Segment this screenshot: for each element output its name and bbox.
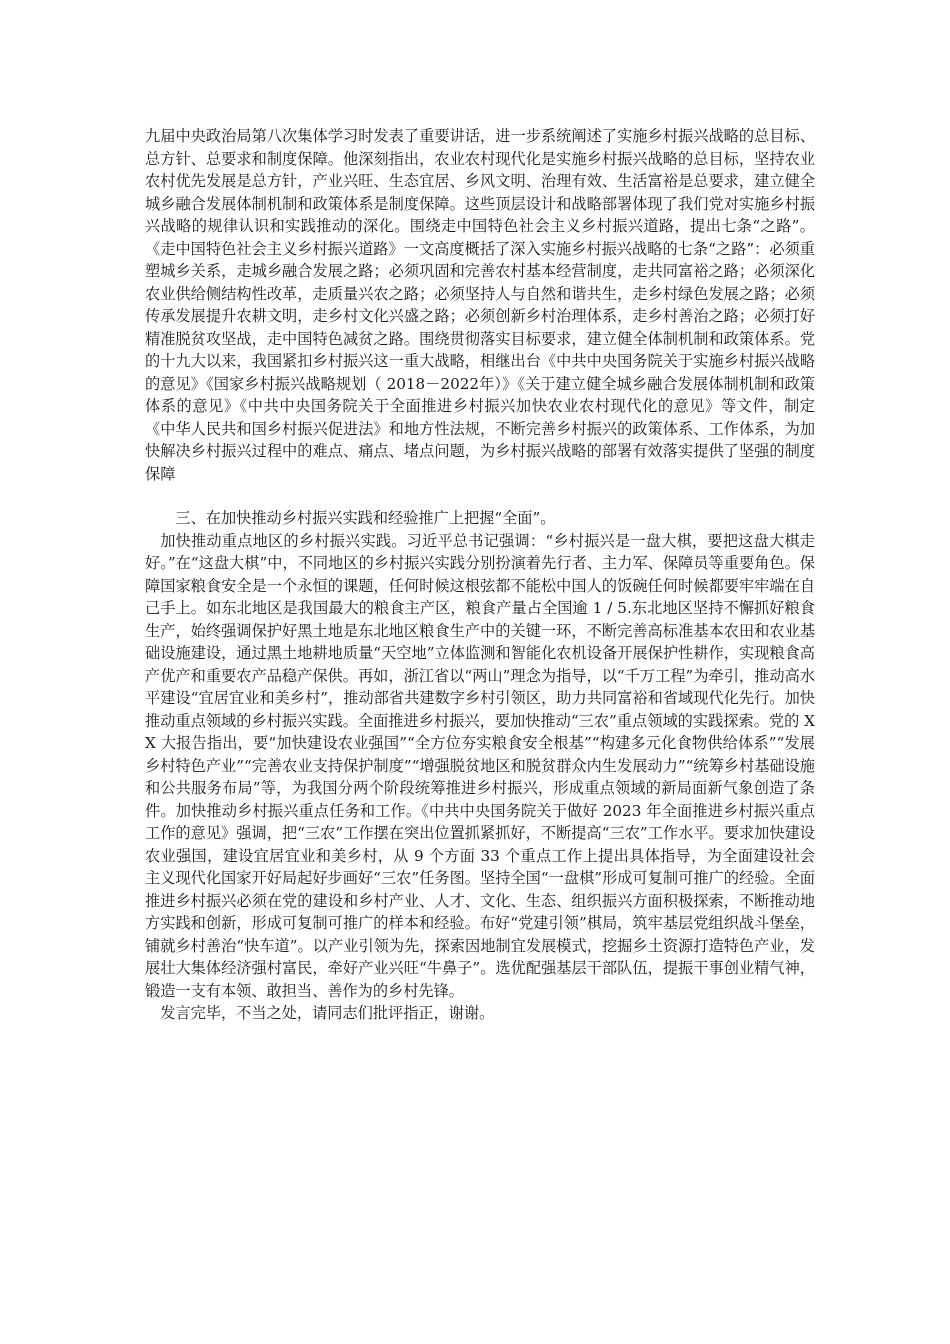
paragraph-practice-promotion: 加快推动重点地区的乡村振兴实践。习近平总书记强调：“乡村振兴是一盘大棋，要把这盘大棋走好。”在“这盘大棋”中，不同地区的乡村振兴实践分别扮演着先行者、主力军、保障员等重要角色。保障国家粮食安全是一个永恒的课题，任何时候这根弦都不能松中国人的饭碗任何时候都要牢牢端在自己手上。如东北地区是我国最大的粮食主产区，粮食产量占全国逾 1 / 5.东北地区坚持不懈抓好粮食生产，始终强调保护好黑土地是东北地区粮食生产中的关键一环，不断完善高标准基本农田和农业基础设施建设，通过黑土地耕地质量“天空地”立体监测和智能化农机设备开展保护性耕作，实现粮食高产优产和重要农产品稳产保供。再如，浙江省以“两山”理念为指导，以“千万工程”为牵引，推动高水平建设“宜居宜业和美乡村”，推动部省共建数字乡村引领区，助力共同富裕和省域现代化先行。加快推动重点领域的乡村振兴实践。全面推进乡村振兴，要加快推动“三农”重点领域的实践探索。党的 XX 大报告指出，要“加快建设农业强国”“全方位夯实粮食安全根基”“构建多元化食物供给体系”“发展乡村特色产业”“完善农业支持保护制度”“增强脱贫地区和脱贫群众内生发展动力”“统筹乡村基础设施和公共服务布局”等，为我国分两个阶段统筹推进乡村振兴，形成重点领域的新局面新气象创造了条件。加快推动乡村振兴重点任务和工作。《中共中央国务院关于做好 2023 年全面推进乡村振兴重点工作的意见》强调，把“三农”工作摆在突出位置抓紧抓好，不断提高“三农”工作水平。要求加快建设农业强国，建设宜居宜业和美乡村，从 9 个方面 33 个重点工作上提出具体指导，为全面建设社会主义现代化国家开好局起好步画好“三农”任务图。坚持全国“一盘棋”形成可复制可推广的经验。全面推进乡村振兴必须在党的建设和乡村产业、人才、文化、生态、组织振兴方面积极探索，不断推动地方实践和创新，形成可复制可推广的样本和经验。布好“党建引领”棋局，筑牢基层党组织战斗堡垒，铺就乡村善治“快车道”。以产业引领为先，探索因地制宜发展模式，挖掘乡土资源打造特色产业，发展壮大集体经济强村富民，牵好产业兴旺“牛鼻子”。选优配强基层干部队伍，提振干事创业精气神，锻造一支有本领、敢担当、善作为的乡村先锋。 bbox=[145, 531, 815, 1000]
paragraph-gap bbox=[145, 485, 815, 507]
closing-remark: 发言完毕，不当之处，请同志们批评指正，谢谢。 bbox=[160, 1004, 495, 1022]
section-heading-three: 三、在加快推动乡村振兴实践和经验推广上把握“全面”。 bbox=[175, 509, 556, 527]
paragraph-strategy-overview: 九届中央政治局第八次集体学习时发表了重要讲话，进一步系统阐述了实施乡村振兴战略的总目标、总方针、总要求和制度保障。他深刻指出，农业农村现代化是实施乡村振兴战略的总目标，坚持农业农村优先发展是总方针，产业兴旺、生态宜居、乡风文明、治理有效、生活富裕是总要求，建立健全城乡融合发展体制机制和政策体系是制度保障。这些顶层设计和战略部署体现了我们党对实施乡村振兴战略的规律认识和实践推动的深化。围绕走中国特色社会主义乡村振兴道路，提出七条“之路”。《走中国特色社会主义乡村振兴道路》一文高度概括了深入实施乡村振兴战略的七条“之路”：必须重塑城乡关系，走城乡融合发展之路；必须巩固和完善农村基本经营制度，走共同富裕之路；必须深化农业供给侧结构性改革，走质量兴农之路；必须坚持人与自然和谐共生，走乡村绿色发展之路；必须传承发展提升农耕文明，走乡村文化兴盛之路；必须创新乡村治理体系，走乡村善治之路；必须打好精准脱贫攻坚战，走中国特色减贫之路。围绕贯彻落实目标要求，建立健全体制机制和政策体系。党的十九大以来，我国紧扣乡村振兴这一重大战略，相继出台《中共中央国务院关于实施乡村振兴战略的意见》《国家乡村振兴战略规划（ 2018－2022年）》《关于建立健全城乡融合发展体制机制和政策体系的意见》《中共中央国务院关于全面推进乡村振兴加快农业农村现代化的意见》等文件，制定《中华人民共和国乡村振兴促进法》和地方性法规，不断完善乡村振兴的政策体系、工作体系，为加快解决乡村振兴过程中的难点、痛点、堵点问题，为乡村振兴战略的部署有效落实提供了坚强的制度保障 bbox=[145, 127, 815, 483]
document-body bbox=[145, 125, 815, 1025]
